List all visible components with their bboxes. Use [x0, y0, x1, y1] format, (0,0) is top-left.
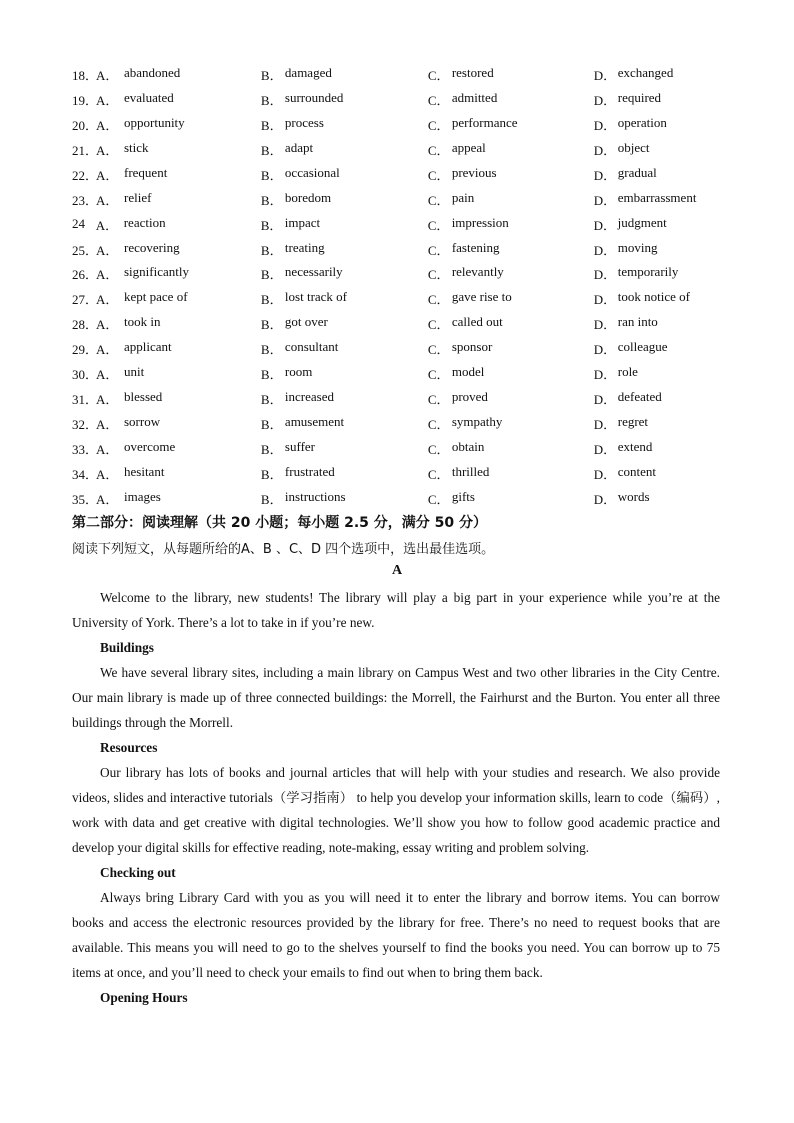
option-c: [428, 65, 594, 84]
option-d: [594, 439, 732, 458]
option-text: reaction: [123, 214, 166, 230]
option-letter: B．: [260, 67, 283, 83]
option-letter: B．: [260, 292, 283, 308]
option-text: boredom: [284, 189, 332, 205]
option-c: [428, 314, 594, 333]
option-text: sponsor: [451, 339, 493, 355]
option-letter: C．: [427, 92, 450, 108]
option-b: [261, 364, 428, 383]
question-row: [72, 187, 732, 212]
option-c: [428, 215, 594, 234]
option-text: suffer: [284, 439, 316, 455]
option-d: [594, 140, 732, 159]
option-letter: B．: [260, 92, 283, 108]
option-text: colleague: [617, 339, 668, 355]
option-letter: C．: [427, 67, 450, 83]
option-c: [428, 439, 594, 458]
option-text: took notice of: [617, 289, 690, 305]
buildings-paragraph: We have several library sites, including a main library on Campus West and two other libraries in the City Centre. Our main library is made up of three connected buildings: the Morrell, the Fairhurst and the Burton. You enter all three buildings through the Morrell.: [72, 665, 720, 730]
option-text: room: [284, 364, 313, 380]
option-text: blessed: [124, 389, 163, 405]
option-letter: B．: [260, 117, 283, 133]
reading-passage: [72, 585, 720, 1010]
option-d: [594, 264, 732, 283]
option-text: significantly: [124, 264, 189, 280]
option-letter: A．: [96, 67, 119, 83]
option-text: proved: [451, 389, 488, 405]
option-text: necessarily: [284, 264, 343, 280]
option-b: [261, 464, 428, 483]
option-text: called out: [451, 314, 503, 330]
passage-intro: Welcome to the library, new students! The library will play a big part in your experience while you’re at the University of York. There’s a lot to take in if you’re new.: [72, 590, 720, 630]
question-number: 22．: [72, 167, 99, 183]
option-text: process: [284, 114, 324, 130]
option-b: [261, 339, 428, 358]
option-c: [428, 489, 594, 508]
option-d: [594, 314, 732, 333]
option-text: gradual: [617, 164, 657, 180]
option-d: [594, 364, 732, 383]
option-letter: D．: [593, 491, 617, 507]
question-number: 33．: [72, 442, 99, 458]
option-text: impression: [451, 214, 509, 230]
option-a: [96, 165, 261, 184]
option-text: amusement: [284, 414, 345, 430]
option-letter: B．: [260, 417, 283, 433]
option-letter: A．: [95, 217, 119, 233]
option-d: [594, 215, 732, 234]
question-number: 31．: [72, 392, 99, 408]
option-b: [261, 289, 428, 308]
option-text: occasional: [284, 164, 340, 180]
option-a: [96, 389, 261, 408]
option-letter: D．: [593, 292, 617, 308]
option-b: [261, 240, 428, 259]
option-a: [96, 414, 261, 433]
resources-heading: Resources: [100, 740, 158, 755]
question-number: 20．: [72, 117, 99, 133]
option-letter: C．: [427, 417, 450, 433]
option-letter: A．: [96, 417, 119, 433]
option-letter: A．: [96, 292, 119, 308]
option-letter: C．: [427, 267, 450, 283]
option-a: [96, 289, 261, 308]
option-text: model: [451, 364, 485, 380]
question-row: [72, 436, 732, 461]
option-letter: D．: [593, 217, 617, 233]
option-letter: A．: [96, 342, 119, 358]
question-row: [72, 212, 732, 237]
option-b: [261, 414, 428, 433]
option-letter: A．: [96, 242, 119, 258]
option-letter: C．: [427, 242, 450, 258]
option-letter: D．: [593, 142, 617, 158]
option-d: [594, 90, 732, 109]
option-letter: C．: [427, 292, 450, 308]
option-text: kept pace of: [124, 289, 188, 305]
question-row: [72, 486, 732, 511]
option-letter: C．: [427, 466, 450, 482]
option-b: [261, 439, 428, 458]
option-text: regret: [617, 414, 649, 430]
option-text: words: [617, 488, 650, 504]
option-letter: D．: [593, 317, 617, 333]
question-row: [72, 336, 732, 361]
option-text: gifts: [451, 488, 475, 504]
option-a: [96, 140, 261, 159]
option-d: [594, 190, 732, 209]
option-letter: B．: [260, 267, 283, 283]
option-a: [96, 364, 261, 383]
option-text: extend: [617, 439, 653, 455]
option-text: exchanged: [617, 64, 674, 80]
option-c: [428, 289, 594, 308]
option-letter: C．: [427, 217, 450, 233]
option-a: [96, 464, 261, 483]
option-text: thrilled: [451, 463, 490, 479]
option-text: damaged: [284, 64, 332, 80]
option-letter: C．: [427, 167, 450, 183]
option-b: [261, 190, 428, 209]
option-letter: C．: [427, 142, 450, 158]
option-c: [428, 264, 594, 283]
option-letter: C．: [427, 367, 450, 383]
option-c: [428, 339, 594, 358]
option-text: frustrated: [284, 463, 335, 479]
option-b: [261, 115, 428, 134]
question-number: 26．: [72, 267, 99, 283]
option-text: sorrow: [124, 414, 161, 430]
option-letter: B．: [260, 466, 283, 482]
option-letter: D．: [593, 92, 617, 108]
option-a: [96, 240, 261, 259]
option-letter: B．: [260, 442, 283, 458]
option-text: consultant: [284, 339, 339, 355]
option-b: [261, 65, 428, 84]
option-text: restored: [451, 64, 494, 80]
option-d: [594, 414, 732, 433]
option-text: abandoned: [124, 64, 181, 80]
option-text: hesitant: [124, 463, 165, 479]
option-letter: D．: [593, 67, 617, 83]
option-a: [96, 115, 261, 134]
option-letter: D．: [593, 392, 617, 408]
option-a: [96, 190, 261, 209]
question-number: 23．: [72, 192, 99, 208]
option-letter: B．: [260, 317, 283, 333]
option-c: [428, 414, 594, 433]
option-b: [261, 264, 428, 283]
question-number: 27．: [72, 292, 99, 308]
question-number: 30．: [72, 367, 99, 383]
option-text: impact: [284, 214, 321, 230]
option-letter: C．: [427, 392, 450, 408]
option-text: ran into: [617, 314, 658, 330]
question-row: [72, 361, 732, 386]
question-number: 25．: [72, 242, 99, 258]
option-d: [594, 489, 732, 508]
option-d: [594, 165, 732, 184]
option-a: [96, 439, 261, 458]
option-d: [594, 339, 732, 358]
question-row: [72, 262, 732, 287]
question-row: [72, 162, 732, 187]
option-text: appeal: [451, 139, 486, 155]
option-text: overcome: [124, 439, 176, 455]
option-letter: D．: [593, 267, 617, 283]
option-text: surrounded: [284, 89, 344, 105]
option-text: instructions: [284, 488, 346, 504]
option-letter: A．: [96, 142, 119, 158]
option-a: [96, 264, 261, 283]
option-b: [261, 140, 428, 159]
option-a: [96, 314, 261, 333]
option-text: applicant: [124, 339, 172, 355]
option-text: lost track of: [284, 289, 348, 305]
option-b: [261, 489, 428, 508]
option-letter: D．: [593, 117, 617, 133]
option-text: object: [617, 139, 650, 155]
question-row: [72, 286, 732, 311]
option-letter: C．: [427, 442, 450, 458]
option-text: temporarily: [617, 264, 679, 280]
option-letter: D．: [593, 342, 617, 358]
option-letter: A．: [96, 491, 119, 507]
option-letter: C．: [427, 491, 450, 507]
option-d: [594, 115, 732, 134]
option-text: fastening: [451, 239, 500, 255]
option-letter: A．: [96, 192, 119, 208]
option-text: operation: [617, 114, 667, 130]
option-d: [594, 464, 732, 483]
option-text: role: [617, 364, 638, 380]
question-row: [72, 137, 732, 162]
option-c: [428, 115, 594, 134]
option-d: [594, 389, 732, 408]
option-text: obtain: [451, 439, 485, 455]
option-text: adapt: [284, 139, 314, 155]
question-number: 35．: [72, 491, 99, 507]
option-text: got over: [284, 314, 328, 330]
option-letter: D．: [593, 192, 617, 208]
option-letter: D．: [593, 167, 617, 183]
option-d: [594, 289, 732, 308]
option-c: [428, 389, 594, 408]
question-number: 28．: [72, 317, 99, 333]
question-number: 18．: [72, 67, 99, 83]
option-text: treating: [284, 239, 325, 255]
option-text: previous: [451, 164, 497, 180]
option-text: relief: [124, 189, 152, 205]
option-letter: A．: [96, 367, 119, 383]
option-a: [96, 339, 261, 358]
option-letter: A．: [96, 442, 119, 458]
option-letter: B．: [260, 167, 283, 183]
question-row: [72, 237, 732, 262]
option-text: admitted: [451, 89, 498, 105]
option-text: moving: [617, 239, 658, 255]
option-letter: B．: [260, 392, 283, 408]
option-b: [261, 314, 428, 333]
option-text: took in: [124, 314, 161, 330]
option-b: [261, 165, 428, 184]
option-letter: A．: [96, 117, 119, 133]
option-c: [428, 165, 594, 184]
option-letter: C．: [427, 192, 450, 208]
option-text: evaluated: [124, 89, 174, 105]
option-text: content: [617, 463, 656, 479]
option-letter: D．: [593, 417, 617, 433]
question-number: 32．: [72, 417, 99, 433]
option-a: [96, 215, 261, 234]
question-row: [72, 112, 732, 137]
option-text: judgment: [617, 214, 667, 230]
option-c: [428, 240, 594, 259]
option-c: [428, 464, 594, 483]
option-text: required: [617, 89, 662, 105]
option-d: [594, 65, 732, 84]
question-row: [72, 411, 732, 436]
option-letter: B．: [260, 217, 283, 233]
option-b: [261, 215, 428, 234]
option-text: relevantly: [451, 264, 504, 280]
question-row: [72, 87, 732, 112]
option-a: [96, 65, 261, 84]
option-letter: A．: [96, 167, 119, 183]
question-row: [72, 461, 732, 486]
passage-letter: A: [391, 563, 403, 578]
option-text: sympathy: [451, 414, 503, 430]
option-text: images: [124, 488, 161, 504]
option-d: [594, 240, 732, 259]
question-row: [72, 311, 732, 336]
option-text: performance: [451, 114, 518, 130]
option-letter: B．: [260, 242, 283, 258]
option-letter: D．: [593, 442, 617, 458]
checking-out-paragraph: Always bring Library Card with you as you will need it to enter the library and borrow items. You can borrow books and access the electronic resources provided by the library for free. There’s no need to request books that are available. This means you will need to go to the shelves yourself to find the books you need. You can borrow up to 75 items at once, and you’ll need to check your emails to find out when to bring them back.: [72, 890, 720, 980]
option-letter: C．: [427, 317, 450, 333]
option-letter: B．: [260, 367, 283, 383]
option-b: [261, 90, 428, 109]
option-text: increased: [284, 389, 335, 405]
buildings-heading: Buildings: [100, 640, 154, 655]
option-text: unit: [124, 364, 145, 380]
option-letter: B．: [260, 142, 283, 158]
option-b: [261, 389, 428, 408]
option-letter: B．: [260, 342, 283, 358]
option-letter: A．: [96, 92, 119, 108]
option-letter: A．: [96, 466, 119, 482]
option-text: gave rise to: [451, 289, 512, 305]
question-number: 29．: [72, 342, 99, 358]
option-c: [428, 140, 594, 159]
option-text: pain: [451, 189, 475, 205]
option-letter: C．: [427, 342, 450, 358]
option-text: recovering: [124, 239, 180, 255]
question-number: 34．: [72, 466, 99, 482]
option-letter: C．: [427, 117, 450, 133]
opening-hours-heading: Opening Hours: [100, 990, 188, 1005]
checking-out-heading: Checking out: [100, 865, 176, 880]
option-c: [428, 364, 594, 383]
option-a: [96, 90, 261, 109]
option-text: frequent: [124, 164, 168, 180]
option-letter: D．: [593, 367, 617, 383]
option-letter: B．: [260, 491, 283, 507]
option-letter: A．: [96, 267, 119, 283]
option-letter: B．: [260, 192, 283, 208]
option-text: embarrassment: [617, 189, 697, 205]
section-instruction: 阅读下列短文，从每题所给的A、B 、C、D 四个选项中，选出最佳选项。: [72, 542, 495, 557]
option-a: [96, 489, 261, 508]
resources-paragraph: Our library has lots of books and journal articles that will help with your studies and research. We also provide videos, slides and interactive tutorials（学习指南） to help you develop your information skills, learn to code（编码）, work with data and get creative with digital technologies. We’ll show you how to follow good academic practice and develop your digital skills for effective reading, note-making, essay writing and problem solving.: [72, 765, 720, 855]
option-c: [428, 190, 594, 209]
option-text: opportunity: [124, 114, 185, 130]
question-number: 21．: [72, 142, 99, 158]
answer-options-list: [72, 62, 732, 511]
option-letter: A．: [96, 392, 119, 408]
option-c: [428, 90, 594, 109]
option-text: stick: [124, 139, 149, 155]
question-row: [72, 386, 732, 411]
option-letter: D．: [593, 242, 617, 258]
option-letter: D．: [593, 466, 617, 482]
section-heading: 第二部分：阅读理解（共 20 小题；每小题 2.5 分，满分 50 分）: [72, 515, 488, 531]
option-text: defeated: [617, 389, 662, 405]
question-number: 24: [72, 216, 85, 232]
option-letter: A．: [96, 317, 119, 333]
question-number: 19．: [72, 92, 99, 108]
question-row: [72, 62, 732, 87]
